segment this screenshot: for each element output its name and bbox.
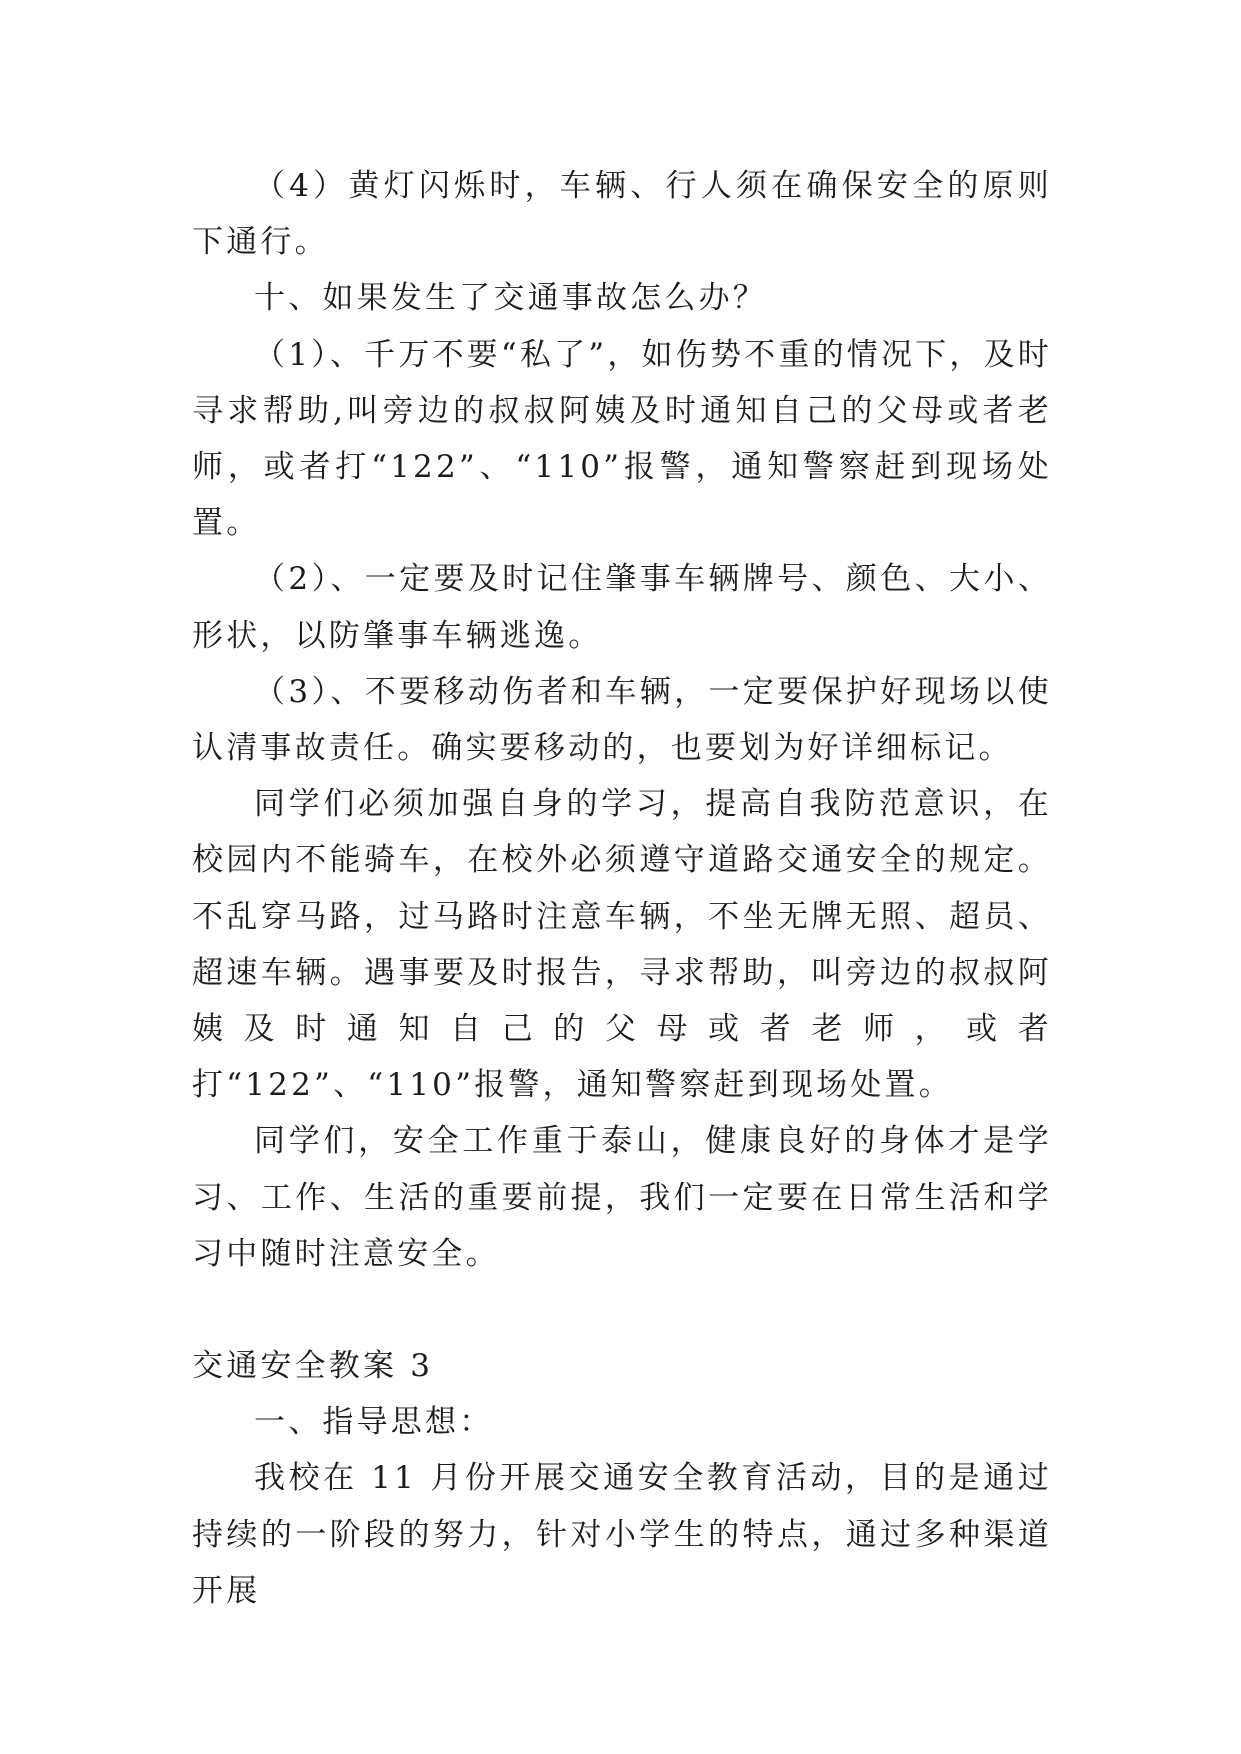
paragraph-yellow-light: （4）黄灯闪烁时，车辆、行人须在确保安全的原则下通行。 — [192, 168, 1052, 261]
document-page — [192, 158, 1052, 1619]
section-title: 交通安全教案 3 — [192, 1348, 434, 1385]
heading-traffic-accident: 十、如果发生了交通事故怎么办？ — [254, 280, 767, 317]
section-spacer — [192, 1282, 1052, 1338]
paragraph-safety-conclusion: 同学们，安全工作重于泰山，健康良好的身体才是学习、工作、生活的重要前提，我们一定要在日常生活和学习中随时注意安全。 — [192, 1123, 1052, 1272]
paragraph-student-guidance: 同学们必须加强自身的学习，提高自我防范意识，在校园内不能骑车，在校外必须遵守道路交通安全的规定。不乱穿马路，过马路时注意车辆，不坐无牌无照、超员、超速车辆。遇事要及时报告，寻求帮助，叫旁边的叔叔阿姨及时通知自己的父母或者老师，或者打“122”、“110”报警，通知警察赶到现场处置。 — [192, 786, 1052, 1104]
heading-guiding-ideology: 一、指导思想： — [254, 1404, 494, 1441]
paragraph-activity-intro: 我校在 11 月份开展交通安全教育活动，目的是通过持续的一阶段的努力，针对小学生的特点，通过多种渠道开展 — [192, 1460, 1052, 1609]
paragraph-accident-step-2: （2）、一定要及时记住肇事车辆牌号、颜色、大小、形状，以防肇事车辆逃逸。 — [192, 561, 1052, 654]
paragraph-accident-step-3: （3）、不要移动伤者和车辆，一定要保护好现场以使认清事故责任。确实要移动的，也要划为好详细标记。 — [192, 673, 1052, 767]
paragraph-accident-step-1: （1）、千万不要“私了”，如伤势不重的情况下，及时寻求帮助,叫旁边的叔叔阿姨及时通知自己的父母或者老师，或者打“122”、“110”报警，通知警察赶到现场处置。 — [192, 336, 1052, 542]
